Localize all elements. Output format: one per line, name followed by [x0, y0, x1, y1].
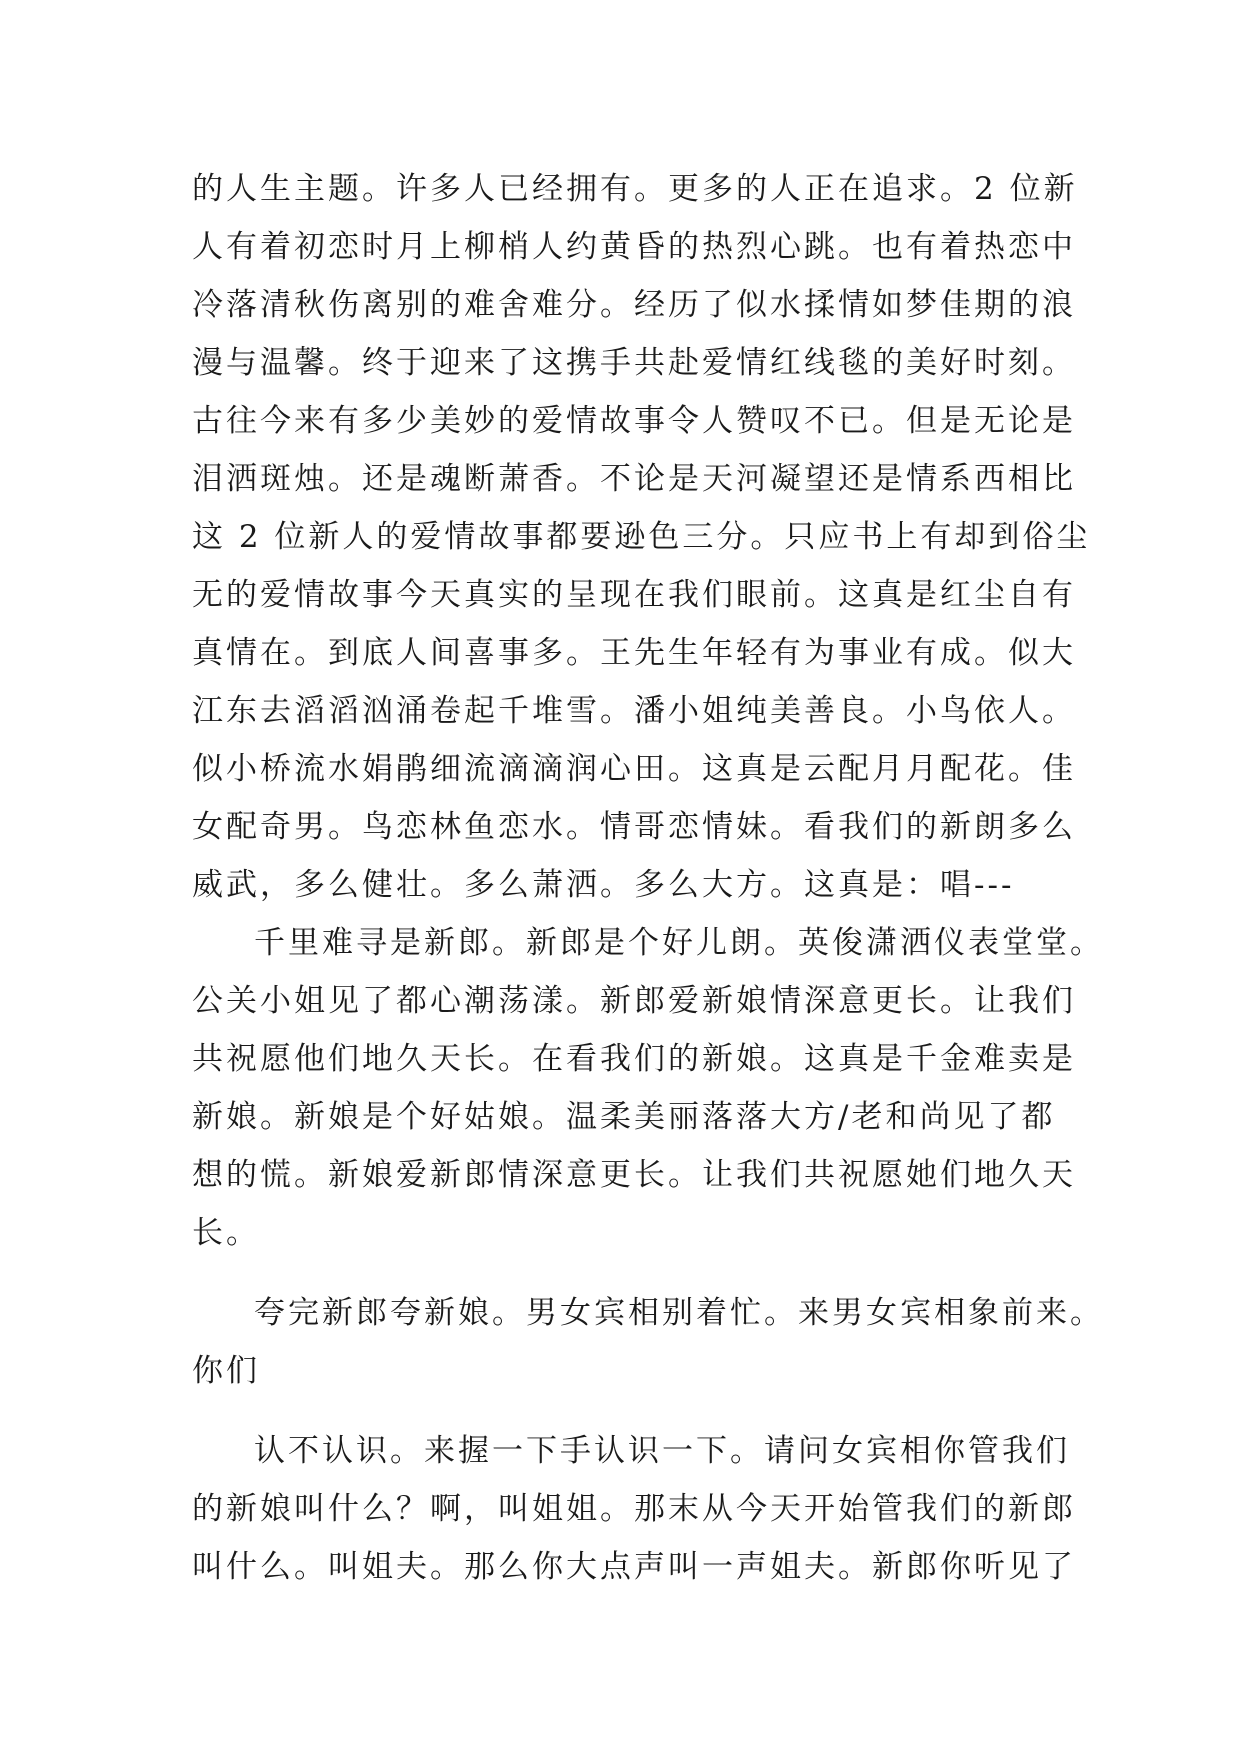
text-line: 这 2 位新人的爱情故事都要逊色三分。只应书上有却到俗尘 [192, 519, 1091, 555]
text-line: 无的爱情故事今天真实的呈现在我们眼前。这真是红尘自有 [192, 577, 1076, 613]
paragraph-first-line: 千里难寻是新郎。新郎是个好儿朗。英俊潇洒仪表堂堂。 [254, 925, 1104, 961]
text-line: 叫什么。叫姐夫。那么你大点声叫一声姐夫。新郎你听见了 [192, 1549, 1076, 1585]
text-line: 公关小姐见了都心潮荡漾。新郎爱新娘情深意更长。让我们 [192, 983, 1076, 1019]
text-line: 漫与温馨。终于迎来了这携手共赴爱情红线毯的美好时刻。 [192, 345, 1076, 381]
text-line: 似小桥流水娟鹃细流滴滴润心田。这真是云配月月配花。佳 [192, 751, 1076, 787]
text-line: 江东去滔滔汹涌卷起千堆雪。潘小姐纯美善良。小鸟依人。 [192, 693, 1076, 729]
paragraph-first-line: 认不认识。来握一下手认识一下。请问女宾相你管我们 [254, 1433, 1070, 1469]
text-line: 冷落清秋伤离别的难舍难分。经历了似水揉情如梦佳期的浪 [192, 287, 1076, 323]
text-line: 新娘。新娘是个好姑娘。温柔美丽落落大方/老和尚见了都 [192, 1099, 1056, 1135]
paragraph-first-line: 夸完新郎夸新娘。男女宾相别着忙。来男女宾相象前来。 [254, 1295, 1104, 1331]
text-line: 你们 [192, 1353, 260, 1389]
text-line: 古往今来有多少美妙的爱情故事令人赞叹不已。但是无论是 [192, 403, 1076, 439]
text-line: 威武，多么健壮。多么萧洒。多么大方。这真是：唱--- [192, 867, 1015, 903]
text-line: 泪洒斑烛。还是魂断萧香。不论是天河凝望还是情系西相比 [192, 461, 1076, 497]
text-line: 女配奇男。鸟恋林鱼恋水。情哥恋情妹。看我们的新朗多么 [192, 809, 1076, 845]
text-line: 真情在。到底人间喜事多。王先生年轻有为事业有成。似大 [192, 635, 1076, 671]
text-line: 想的慌。新娘爱新郎情深意更长。让我们共祝愿她们地久天 [192, 1157, 1076, 1193]
body-text [192, 160, 1104, 1596]
text-line: 的新娘叫什么？啊，叫姐姐。那末从今天开始管我们的新郎 [192, 1491, 1076, 1527]
text-line: 的人生主题。许多人已经拥有。更多的人正在追求。2 位新 [192, 171, 1078, 207]
text-line: 共祝愿他们地久天长。在看我们的新娘。这真是千金难卖是 [192, 1041, 1076, 1077]
text-line: 长。 [192, 1215, 260, 1251]
text-line: 人有着初恋时月上柳梢人约黄昏的热烈心跳。也有着热恋中 [192, 229, 1076, 265]
